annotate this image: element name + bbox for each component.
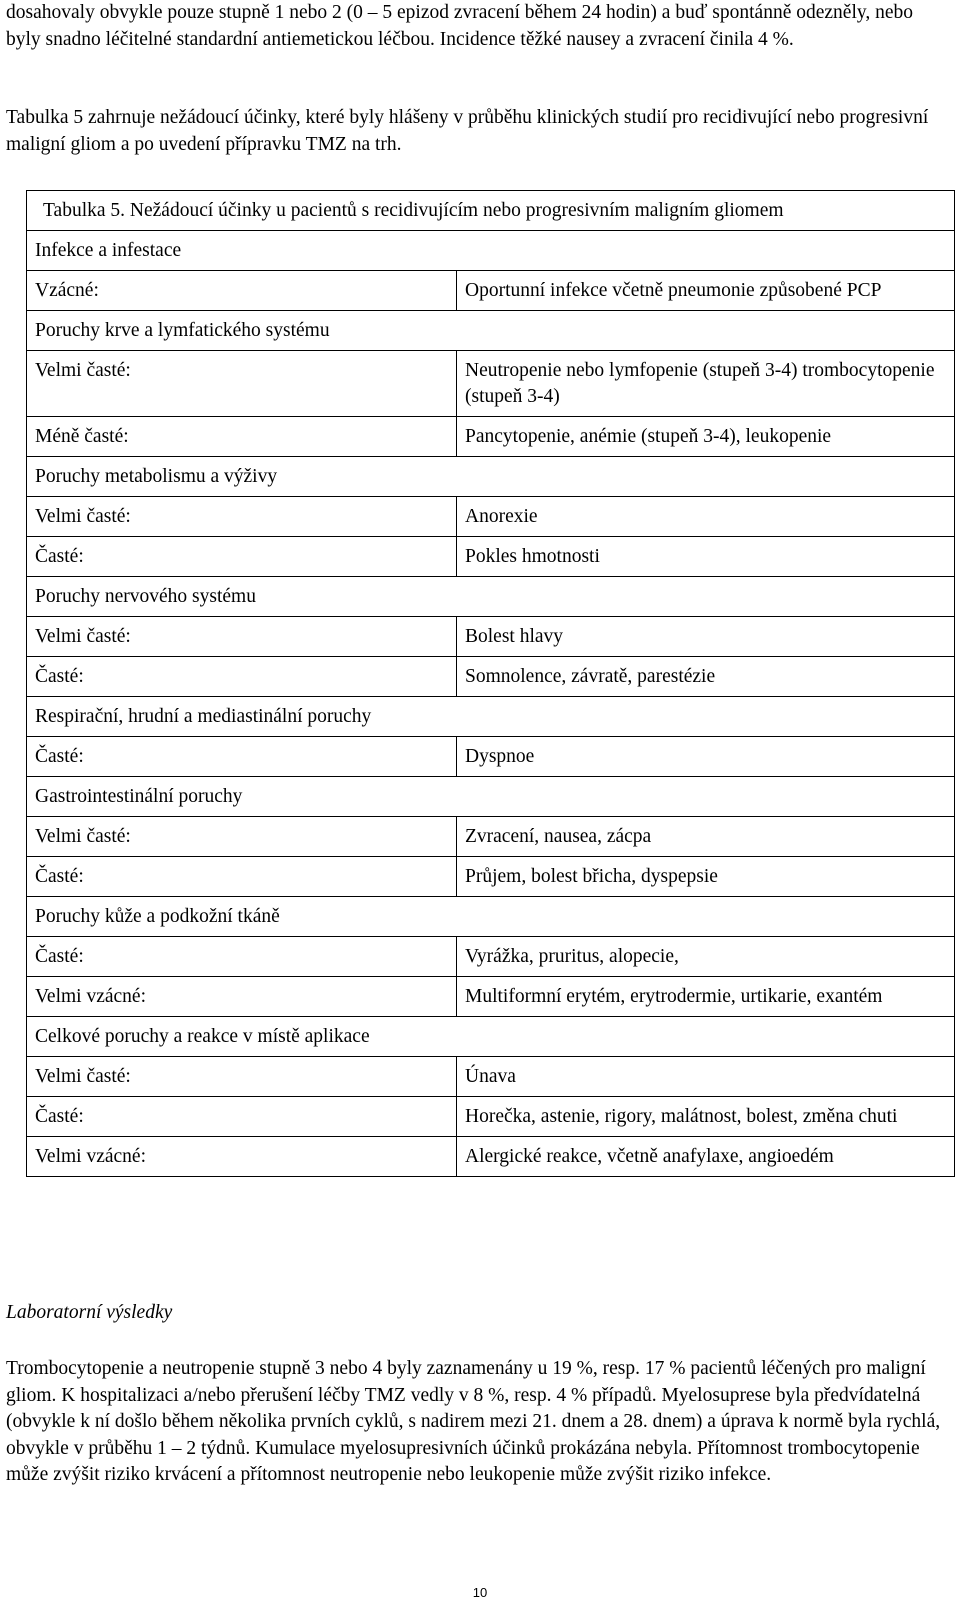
effects-cell: Horečka, astenie, rigory, malátnost, bolest, změna chuti bbox=[457, 1097, 955, 1137]
category-row bbox=[27, 697, 955, 737]
table-row bbox=[27, 657, 955, 697]
frequency-cell: Velmi časté: bbox=[27, 617, 457, 657]
table-row bbox=[27, 857, 955, 897]
table-row bbox=[27, 617, 955, 657]
effects-cell: Anorexie bbox=[457, 497, 955, 537]
table-row bbox=[27, 737, 955, 777]
category-row bbox=[27, 577, 955, 617]
table-intro-paragraph: Tabulka 5 zahrnuje nežádoucí účinky, které byly hlášeny v průběhu klinických studií pro recidivující nebo progresivní maligní gliom a po uvedení přípravku TMZ na trh. bbox=[6, 107, 929, 155]
frequency-cell: Časté: bbox=[27, 537, 457, 577]
frequency-cell: Velmi časté: bbox=[27, 497, 457, 537]
frequency-cell: Méně časté: bbox=[27, 417, 457, 457]
effects-cell: Únava bbox=[457, 1057, 955, 1097]
table-row bbox=[27, 537, 955, 577]
table-row bbox=[27, 271, 955, 311]
frequency-cell: Časté: bbox=[27, 737, 457, 777]
frequency-cell: Časté: bbox=[27, 1097, 457, 1137]
lab-results-heading: Laboratorní výsledky bbox=[6, 1302, 173, 1323]
adverse-effects-table-body bbox=[27, 191, 955, 1177]
table-row bbox=[27, 937, 955, 977]
category-label: Infekce a infestace bbox=[27, 231, 955, 271]
category-row bbox=[27, 777, 955, 817]
table-row bbox=[27, 977, 955, 1017]
table-caption-row bbox=[27, 191, 955, 231]
category-label: Respirační, hrudní a mediastinální poruchy bbox=[27, 697, 955, 737]
category-label: Poruchy nervového systému bbox=[27, 577, 955, 617]
category-row bbox=[27, 1017, 955, 1057]
intro-paragraph: dosahovaly obvykle pouze stupně 1 nebo 2 (0 – 5 epizod zvracení během 24 hodin) a buď spontánně odezněly, nebo byly snadno léčitelné standardní antiemetickou léčbou. Incidence těžké nausey a zvracení činila 4 %. bbox=[6, 2, 914, 50]
table-row bbox=[27, 1057, 955, 1097]
category-row bbox=[27, 897, 955, 937]
table-row bbox=[27, 351, 955, 417]
effects-cell: Pokles hmotnosti bbox=[457, 537, 955, 577]
table-row bbox=[27, 1137, 955, 1177]
category-row bbox=[27, 231, 955, 271]
frequency-cell: Časté: bbox=[27, 857, 457, 897]
category-label: Poruchy krve a lymfatického systému bbox=[27, 311, 955, 351]
frequency-cell: Vzácné: bbox=[27, 271, 457, 311]
frequency-cell: Velmi časté: bbox=[27, 1057, 457, 1097]
frequency-cell: Velmi vzácné: bbox=[27, 977, 457, 1017]
effects-cell: Neutropenie nebo lymfopenie (stupeň 3-4) trombocytopenie (stupeň 3-4) bbox=[457, 351, 955, 417]
category-label: Poruchy kůže a podkožní tkáně bbox=[27, 897, 955, 937]
table-caption: Tabulka 5. Nežádoucí účinky u pacientů s recidivujícím nebo progresivním maligním gliomem bbox=[27, 191, 955, 231]
effects-cell: Alergické reakce, včetně anafylaxe, angioedém bbox=[457, 1137, 955, 1177]
table-row bbox=[27, 1097, 955, 1137]
frequency-cell: Časté: bbox=[27, 937, 457, 977]
effects-cell: Zvracení, nausea, zácpa bbox=[457, 817, 955, 857]
category-label: Gastrointestinální poruchy bbox=[27, 777, 955, 817]
page-number: 10 bbox=[472, 1585, 488, 1600]
category-label: Celkové poruchy a reakce v místě aplikace bbox=[27, 1017, 955, 1057]
table-row bbox=[27, 497, 955, 537]
effects-cell: Vyrážka, pruritus, alopecie, bbox=[457, 937, 955, 977]
effects-cell: Bolest hlavy bbox=[457, 617, 955, 657]
frequency-cell: Velmi vzácné: bbox=[27, 1137, 457, 1177]
lab-results-paragraph: Trombocytopenie a neutropenie stupně 3 nebo 4 byly zaznamenány u 19 %, resp. 17 % pacientů léčených pro maligní gliom. K hospitalizaci a/nebo přerušení léčby TMZ vedly v 8 %, resp. 4 % případů. Myelosuprese byla předvídatelná (obvykle k ní došlo během několika prvních cyklů, s nadirem mezi 21. dnem a 28. dnem) a úprava k normě byla rychlá, obvykle v průběhu 1 – 2 týdnů. Kumulace myelosupresivních účinků prokázána nebyla. Přítomnost trombocytopenie může zvýšit riziko krvácení a přítomnost neutropenie nebo leukopenie může zvýšit riziko infekce. bbox=[6, 1358, 941, 1485]
adverse-effects-table bbox=[26, 190, 955, 1177]
frequency-cell: Velmi časté: bbox=[27, 817, 457, 857]
table-row bbox=[27, 417, 955, 457]
category-row bbox=[27, 311, 955, 351]
category-label: Poruchy metabolismu a výživy bbox=[27, 457, 955, 497]
effects-cell: Somnolence, závratě, parestézie bbox=[457, 657, 955, 697]
effects-cell: Multiformní erytém, erytrodermie, urtikarie, exantém bbox=[457, 977, 955, 1017]
category-row bbox=[27, 457, 955, 497]
frequency-cell: Časté: bbox=[27, 657, 457, 697]
effects-cell: Pancytopenie, anémie (stupeň 3-4), leukopenie bbox=[457, 417, 955, 457]
effects-cell: Průjem, bolest břicha, dyspepsie bbox=[457, 857, 955, 897]
effects-cell: Oportunní infekce včetně pneumonie způsobené PCP bbox=[457, 271, 955, 311]
effects-cell: Dyspnoe bbox=[457, 737, 955, 777]
frequency-cell: Velmi časté: bbox=[27, 351, 457, 417]
table-row bbox=[27, 817, 955, 857]
